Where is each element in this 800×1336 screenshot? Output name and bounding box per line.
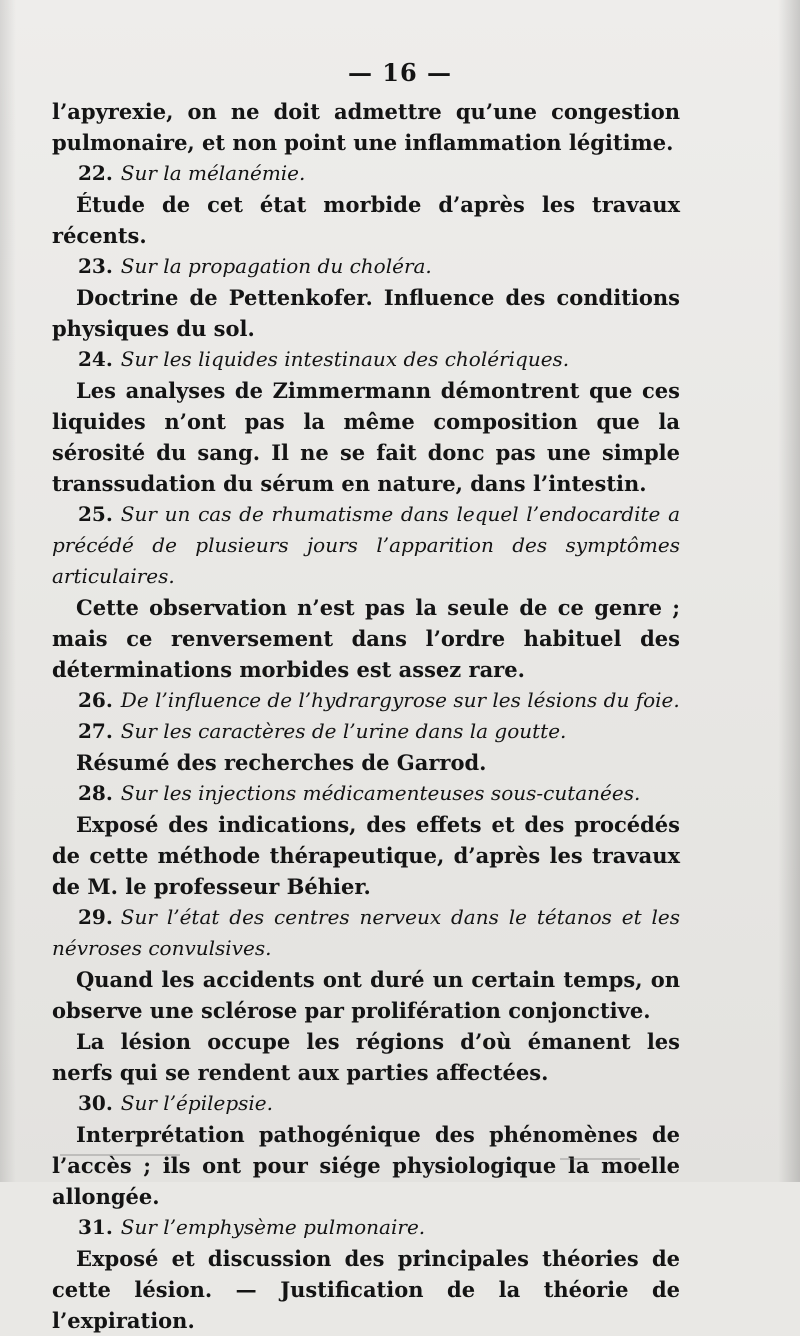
- section-heading: [52, 158, 680, 189]
- opening-paragraph: l’apyrexie, on ne doit admettre qu’une congestion pulmonaire, et non point une inflammation légitime.: [52, 99, 680, 155]
- section-heading: [52, 251, 680, 282]
- section-heading: [52, 902, 680, 964]
- section-number: 27.: [78, 719, 113, 743]
- section-heading: [52, 778, 680, 809]
- section-number: 26.: [78, 688, 113, 712]
- section-title: Sur l’état des centres nerveux dans le tétanos et les névroses convulsives.: [52, 905, 680, 960]
- section-heading: [52, 1088, 680, 1119]
- section-number: 22.: [78, 161, 113, 185]
- bleed-through-marks: [0, 1148, 800, 1168]
- section-body-paragraph: Exposé et discussion des principales théories de cette lésion. — Justification de la théorie de l’expiration.: [52, 1246, 680, 1333]
- section-title: Sur les caractères de l’urine dans la goutte.: [120, 719, 567, 743]
- section-title: Sur les liquides intestinaux des cholériques.: [120, 347, 570, 371]
- section-title: Sur la mélanémie.: [120, 161, 306, 185]
- section-title: Sur l’emphysème pulmonaire.: [120, 1215, 426, 1239]
- section-title: Sur les injections médicamenteuses sous-cutanées.: [120, 781, 641, 805]
- section-body-paragraph: La lésion occupe les régions d’où émanent les nerfs qui se rendent aux parties affectées.: [52, 1029, 680, 1085]
- page-number: — 16 —: [347, 58, 453, 87]
- section-heading: [52, 1212, 680, 1243]
- section-title: De l’influence de l’hydrargyrose sur les lésions du foie.: [120, 688, 680, 712]
- page-edge-shadow-left: [0, 0, 16, 1182]
- section-body-paragraph: Quand les accidents ont duré un certain temps, on observe une sclérose par prolifération conjonctive.: [52, 967, 680, 1023]
- page-edge-shadow-right: [778, 0, 800, 1182]
- section-body-paragraph: Exposé des indications, des effets et des procédés de cette méthode thérapeutique, d’après les travaux de M. le professeur Béhier.: [52, 812, 680, 899]
- section-body-paragraph: Les analyses de Zimmermann démontrent que ces liquides n’ont pas la même composition que la sérosité du sang. Il ne se fait donc pas une simple transsudation du sérum en nature, dans l’intestin.: [52, 378, 680, 496]
- section-heading: [52, 716, 680, 747]
- section-heading: [52, 685, 680, 716]
- section-number: 23.: [78, 254, 113, 278]
- section-body-paragraph: Doctrine de Pettenkofer. Influence des conditions physiques du sol.: [52, 285, 680, 341]
- section-body-paragraph: Résumé des recherches de Garrod.: [76, 750, 487, 775]
- section-number: 25.: [78, 502, 113, 526]
- section-title: Sur la propagation du choléra.: [120, 254, 432, 278]
- section-number: 24.: [78, 347, 113, 371]
- section-body-paragraph: Étude de cet état morbide d’après les travaux récents.: [52, 192, 680, 248]
- section-title: Sur l’épilepsie.: [120, 1091, 273, 1115]
- section-body-paragraph: Cette observation n’est pas la seule de ce genre ; mais ce renversement dans l’ordre habituel des déterminations morbides est assez rare.: [52, 595, 680, 682]
- section-number: 29.: [78, 905, 113, 929]
- section-number: 30.: [78, 1091, 113, 1115]
- section-title: Sur un cas de rhumatisme dans lequel l’endocardite a précédé de plusieurs jours l’apparition des symptômes articulaires.: [52, 502, 680, 588]
- section-heading: [52, 499, 680, 592]
- section-number: 28.: [78, 781, 113, 805]
- section-number: 31.: [78, 1215, 113, 1239]
- section-body-paragraph: Interprétation pathogénique des phénomènes de l’accès ; ils ont pour siége physiologique la moelle allongée.: [52, 1122, 680, 1209]
- section-heading: [52, 344, 680, 375]
